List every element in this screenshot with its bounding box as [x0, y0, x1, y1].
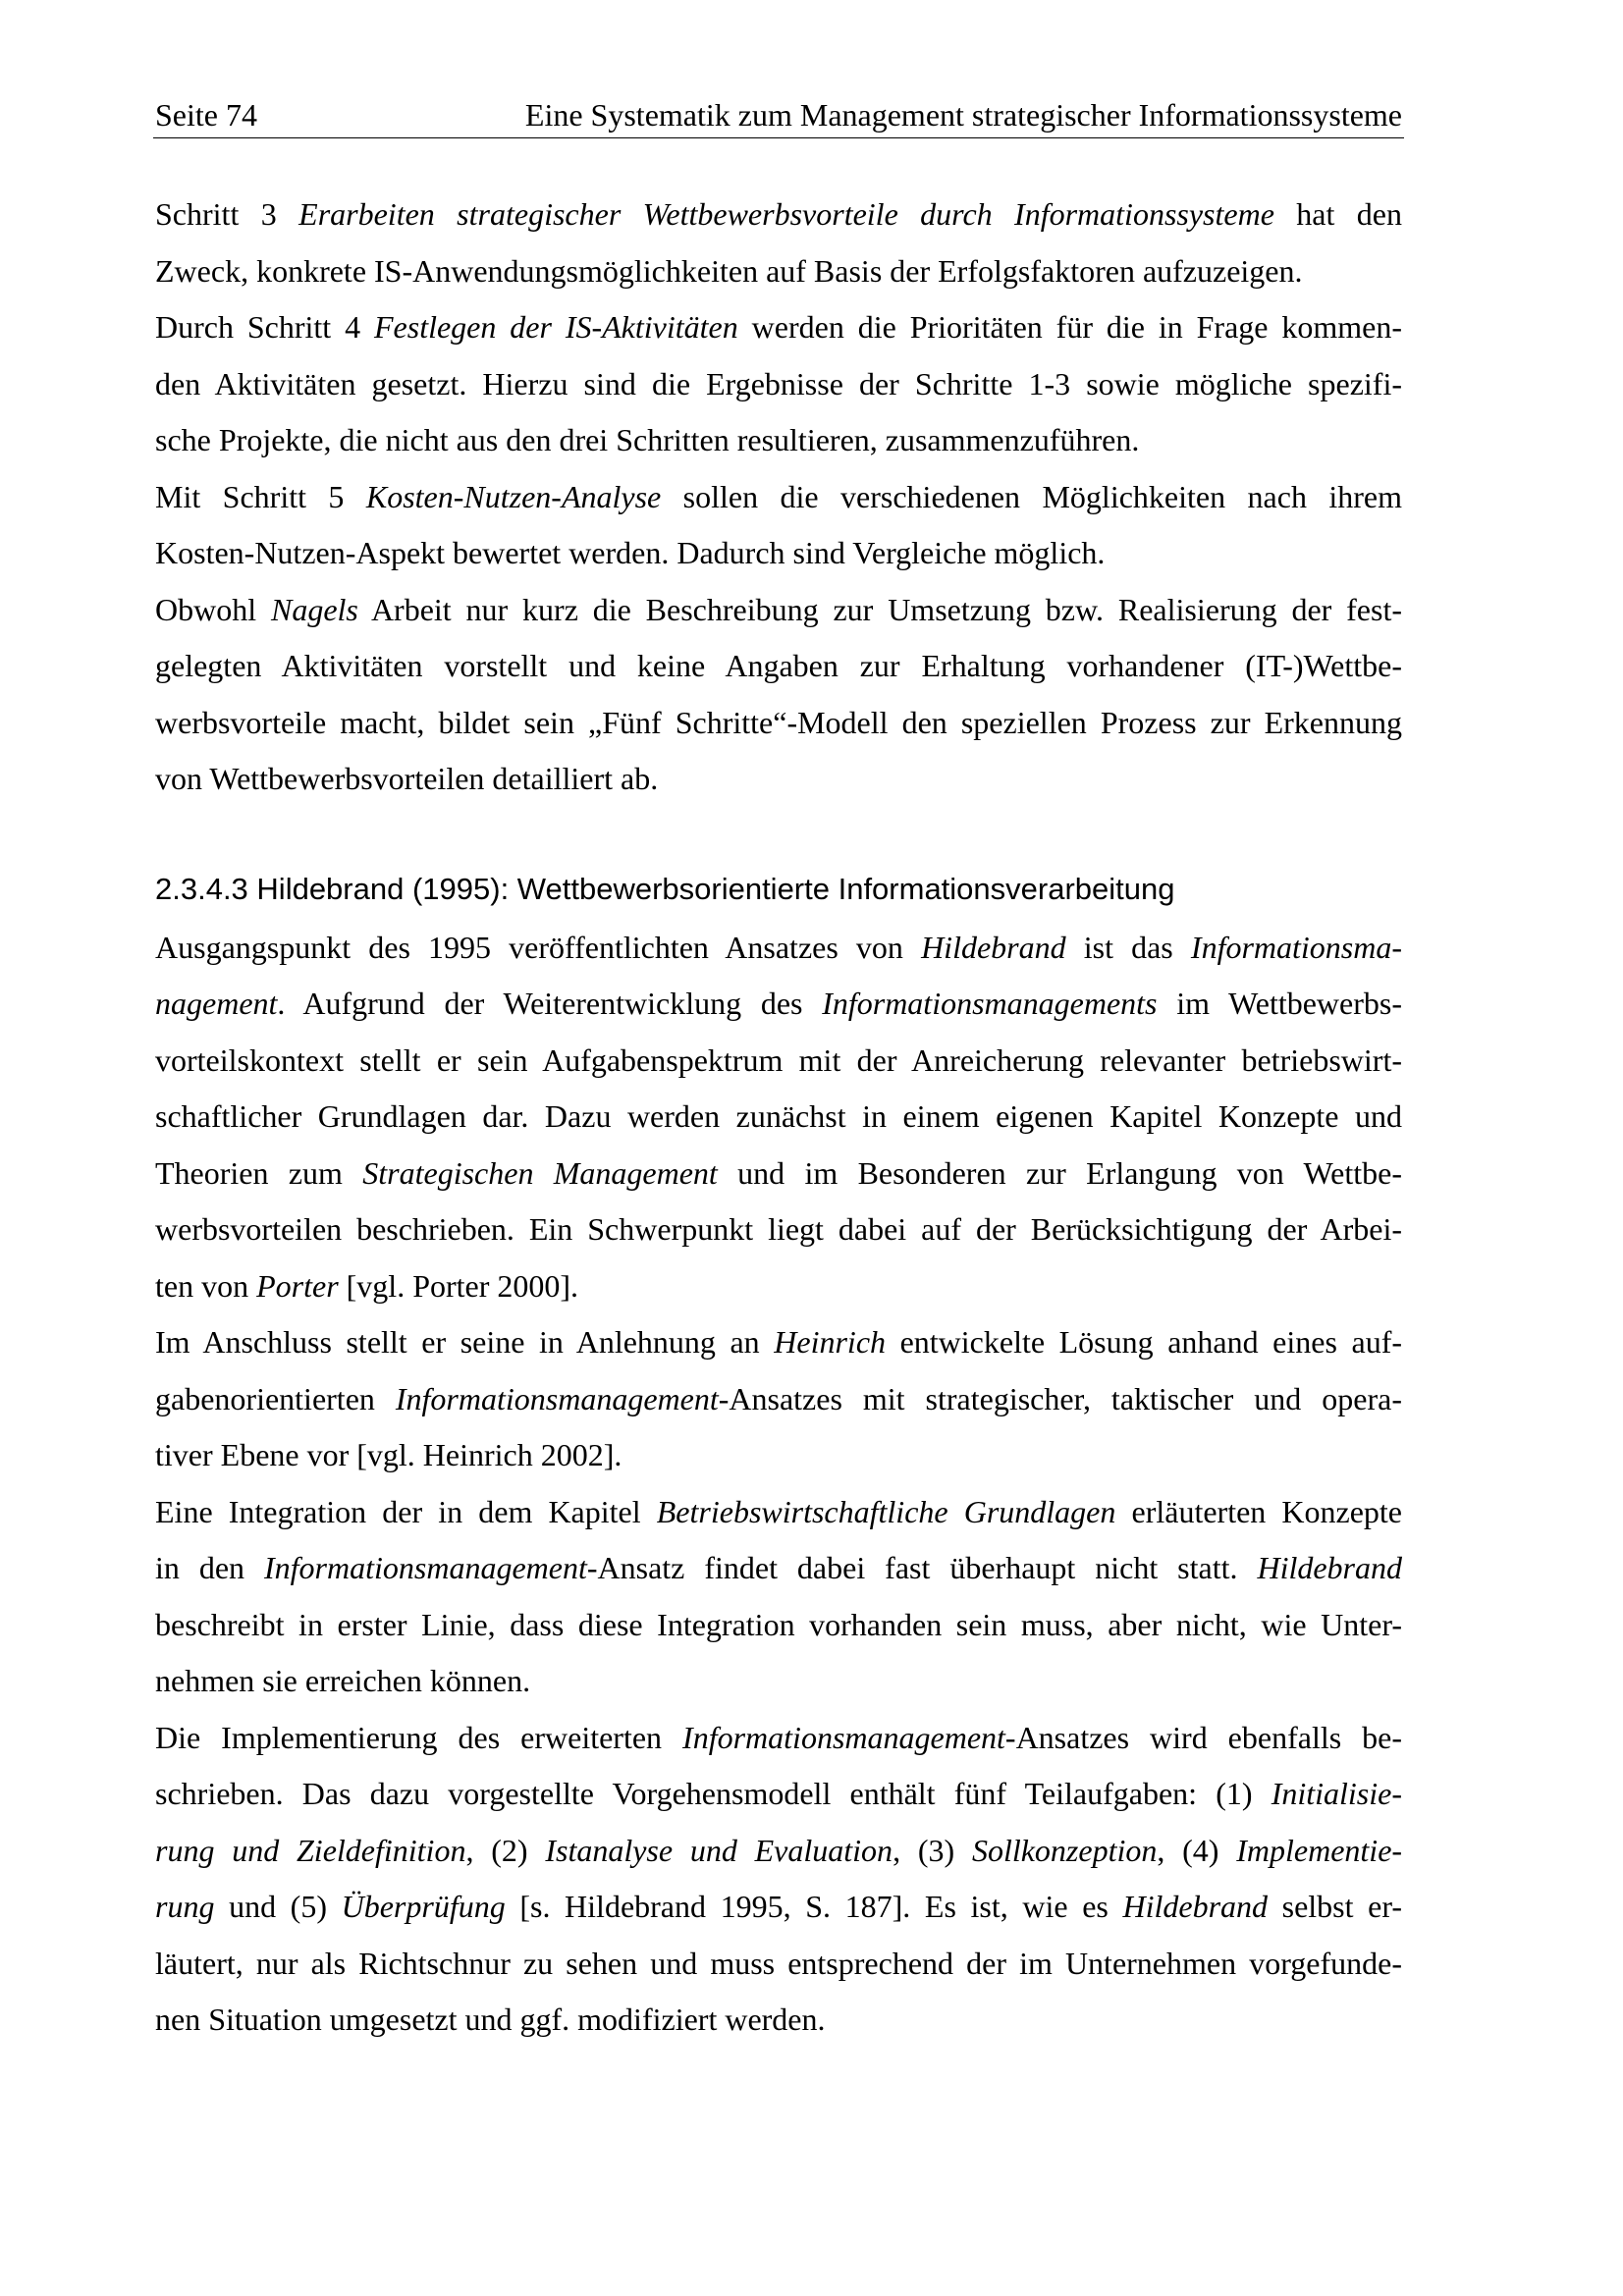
text-run: selbst er- — [1268, 1889, 1403, 1924]
text-run: sollen die verschiedenen Möglichkeiten nach ihrem — [661, 479, 1403, 514]
italic-text: Hildebrand — [921, 930, 1066, 965]
text-run: schaftlicher Grundlagen dar. Dazu werden zunächst in einem eigenen Kapitel Konzepte und — [155, 1098, 1402, 1134]
text-run: Im Anschluss stellt er seine in Anlehnung an — [155, 1324, 775, 1360]
italic-text: Strategischen Management — [362, 1155, 718, 1191]
text-run: werden die Prioritäten für die in Frage kommen- — [737, 309, 1403, 345]
italic-text: Informationsmanagement — [395, 1381, 719, 1416]
text-run: hat den — [1273, 196, 1403, 232]
text-line — [155, 1944, 1402, 1983]
text-line — [155, 307, 1402, 347]
text-line — [155, 984, 1402, 1023]
text-run: , (2) — [465, 1833, 546, 1868]
text-run: Zweck, konkrete IS-Anwendungsmöglichkeiten auf Basis der Erfolgsfaktoren aufzuzeigen. — [155, 253, 1303, 289]
text-line — [155, 1379, 1402, 1418]
text-line — [155, 928, 1402, 967]
page-number: Seite 74 — [155, 97, 257, 133]
italic-text: Informationsmanagements — [822, 986, 1158, 1021]
italic-text: rung — [155, 1889, 215, 1924]
text-run: . Aufgrund der Weiterentwicklung des — [277, 986, 823, 1021]
text-run: -Ansatz findet dabei fast überhaupt nicht statt. — [586, 1550, 1258, 1585]
text-line — [155, 1661, 1402, 1700]
text-line — [155, 1492, 1402, 1531]
text-run: von Wettbewerbsvorteilen detailliert ab. — [155, 761, 659, 796]
italic-text: Betriebswirtschaftliche Grundlagen — [656, 1494, 1116, 1529]
text-run: Kosten-Nutzen-Aspekt bewertet werden. Dadurch sind Vergleiche möglich. — [155, 535, 1106, 570]
italic-text: Implementie- — [1236, 1833, 1403, 1868]
text-run: schrieben. Das dazu vorgestellte Vorgehensmodell enthält fünf Teilaufgaben: (1) — [155, 1776, 1271, 1811]
text-run: ist das — [1065, 930, 1191, 965]
text-run: -Ansatzes mit strategischer, taktischer und opera- — [718, 1381, 1403, 1416]
text-run: Obwohl — [155, 592, 271, 627]
text-line — [155, 590, 1402, 629]
italic-text: Hildebrand — [1257, 1550, 1402, 1585]
italic-text: Festlegen der IS-Aktivitäten — [373, 309, 738, 345]
italic-text: Sollkonzeption — [971, 1833, 1158, 1868]
text-run: und im Besonderen zur Erlangung von Wettbe- — [717, 1155, 1403, 1191]
italic-text: Istanalyse und Evaluation — [545, 1833, 893, 1868]
text-line — [155, 194, 1402, 234]
page-header — [153, 92, 1404, 138]
section-heading: 2.3.4.3 Hildebrand (1995): Wettbewerbsorientierte Informationsverarbeitung — [155, 872, 1175, 906]
italic-text: Porter — [256, 1268, 339, 1304]
italic-text: Kosten-Nutzen-Analyse — [365, 479, 662, 514]
italic-text: Überprüfung — [341, 1889, 506, 1924]
text-run: Mit Schritt 5 — [155, 479, 366, 514]
text-line — [155, 420, 1402, 459]
italic-text: Hildebrand — [1122, 1889, 1269, 1924]
text-line — [155, 1041, 1402, 1080]
text-run: tiver Ebene vor [vgl. Heinrich 2002]. — [155, 1437, 622, 1472]
text-line — [155, 2000, 1402, 2039]
italic-text: Informationsmanagement — [682, 1720, 1005, 1755]
text-line — [155, 759, 1402, 798]
text-line — [155, 1209, 1402, 1249]
text-line — [155, 1322, 1402, 1362]
text-run: im Wettbewerbs- — [1157, 986, 1403, 1021]
text-run: vorteilskontext stellt er sein Aufgabenspektrum mit der Anreicherung relevanter betriebswirt- — [155, 1042, 1402, 1078]
text-run: sche Projekte, die nicht aus den drei Schritten resultieren, zusammenzuführen. — [155, 422, 1140, 457]
text-run: und (5) — [214, 1889, 342, 1924]
italic-text: Initialisie- — [1271, 1776, 1402, 1811]
text-run: [vgl. Porter 2000]. — [338, 1268, 579, 1304]
text-line — [155, 1718, 1402, 1757]
text-run: Theorien zum — [155, 1155, 363, 1191]
text-run: Ausgangspunkt des 1995 veröffentlichten Ansatzes von — [155, 930, 922, 965]
text-run: läutert, nur als Richtschnur zu sehen und muss entsprechend der im Unternehmen vorgefunde- — [155, 1946, 1402, 1981]
text-run: Durch Schritt 4 — [155, 309, 374, 345]
text-run: Die Implementierung des erweiterten — [155, 1720, 683, 1755]
text-run: -Ansatzes wird ebenfalls be- — [1004, 1720, 1403, 1755]
text-line — [155, 1266, 1402, 1306]
text-run: werbsvorteile macht, bildet sein „Fünf Schritte“-Modell den speziellen Prozess zur Erkennung — [155, 705, 1402, 740]
text-run: in den — [155, 1550, 264, 1585]
text-run: , (3) — [893, 1833, 972, 1868]
italic-text: Erarbeiten strategischer Wettbewerbsvorteile durch Informationssysteme — [298, 196, 1274, 232]
text-line — [155, 533, 1402, 572]
italic-text: Nagels — [270, 592, 358, 627]
text-run: den Aktivitäten gesetzt. Hierzu sind die Ergebnisse der Schritte 1-3 sowie mögliche spezifi- — [155, 366, 1402, 401]
text-line — [155, 703, 1402, 742]
italic-text: Heinrich — [774, 1324, 887, 1360]
text-run: entwickelte Lösung anhand eines auf- — [886, 1324, 1403, 1360]
text-line — [155, 1548, 1402, 1587]
text-run: werbsvorteilen beschrieben. Ein Schwerpunkt liegt dabei auf der Berücksichtigung der Arbei- — [155, 1211, 1402, 1247]
text-line — [155, 364, 1402, 403]
text-run: beschreibt in erster Linie, dass diese Integration vorhanden sein muss, aber nicht, wie Unter- — [155, 1607, 1402, 1642]
text-run: nehmen sie erreichen können. — [155, 1663, 531, 1698]
text-line — [155, 1096, 1402, 1136]
text-run: Schritt 3 — [155, 196, 299, 232]
text-line — [155, 1153, 1402, 1193]
text-line — [155, 1887, 1402, 1926]
italic-text: Informationsma- — [1190, 930, 1403, 965]
text-run: ten von — [155, 1268, 257, 1304]
text-run: gabenorientierten — [155, 1381, 396, 1416]
text-run: [s. Hildebrand 1995, S. 187]. Es ist, wie es — [505, 1889, 1123, 1924]
text-run: , (4) — [1157, 1833, 1237, 1868]
running-title: Eine Systematik zum Management strategischer Informationssysteme — [524, 97, 1402, 133]
text-line — [155, 477, 1402, 516]
text-run: Arbeit nur kurz die Beschreibung zur Umsetzung bzw. Realisierung der fest- — [357, 592, 1403, 627]
text-line — [155, 251, 1402, 291]
italic-text: nagement — [155, 986, 278, 1021]
text-run: gelegten Aktivitäten vorstellt und keine Angaben zur Erhaltung vorhandener (IT-)Wettbe- — [155, 648, 1402, 683]
text-line — [155, 646, 1402, 685]
text-run: erläuterten Konzepte — [1115, 1494, 1403, 1529]
text-run: nen Situation umgesetzt und ggf. modifiziert werden. — [155, 2002, 826, 2037]
italic-text: rung und Zieldefinition — [155, 1833, 466, 1868]
text-line — [155, 1774, 1402, 1813]
text-run: Eine Integration der in dem Kapitel — [155, 1494, 657, 1529]
text-line — [155, 1831, 1402, 1870]
text-line — [155, 1605, 1402, 1644]
italic-text: Informationsmanagement — [264, 1550, 587, 1585]
text-line — [155, 1435, 1402, 1474]
